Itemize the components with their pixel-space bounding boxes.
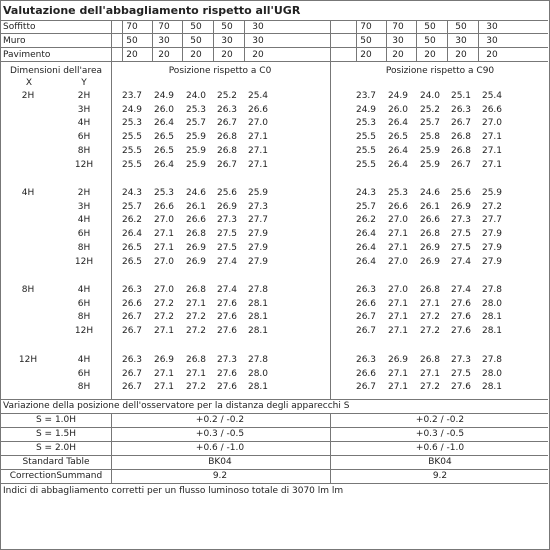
ugr-value-c90: 26.3 <box>450 104 472 115</box>
ugr-value-c0: 24.9 <box>121 104 143 115</box>
ugr-value-c0: 27.8 <box>247 355 269 365</box>
column-divider <box>111 61 112 399</box>
ugr-value-c90: 27.1 <box>481 159 503 170</box>
ugr-value-c90: 25.3 <box>355 118 377 129</box>
ugr-value-c0: 26.7 <box>121 312 143 323</box>
ugr-value-c0: 27.0 <box>247 118 269 129</box>
ugr-value-c90: 27.9 <box>481 242 503 253</box>
room-x-label: 4H <box>21 188 35 198</box>
ugr-value-c0: 27.1 <box>247 132 269 143</box>
ugr-value-c90: 26.7 <box>450 159 472 170</box>
ugr-value-c90: 27.1 <box>387 312 409 323</box>
ugr-value-c90: 26.4 <box>355 242 377 253</box>
column-divider <box>182 20 183 62</box>
ugr-value-c90: 24.3 <box>355 188 377 198</box>
ugr-value-c0: 25.5 <box>121 145 143 156</box>
ugr-value-c90: 27.1 <box>481 132 503 143</box>
ugr-value-c90: 26.8 <box>419 355 441 365</box>
ugr-value-c0: 26.9 <box>185 242 207 253</box>
ugr-value-c0: 26.6 <box>247 104 269 115</box>
ugr-value-c0: 25.9 <box>185 132 207 143</box>
ugr-value-c90: 26.1 <box>419 201 441 212</box>
ugr-value-c0: 27.1 <box>185 368 207 379</box>
ugr-value-c90: 26.7 <box>355 312 377 323</box>
ugr-value-c90: 27.1 <box>387 382 409 393</box>
ugr-value-c0: 27.6 <box>216 298 238 309</box>
ugr-value-c0: 26.2 <box>121 215 143 226</box>
ugr-value-c0: 26.5 <box>153 145 175 156</box>
ugr-value-c90: 24.9 <box>387 91 409 101</box>
ugr-value-c90: 26.9 <box>450 201 472 212</box>
reflectance-value: 30 <box>455 36 467 46</box>
ugr-value-c0: 26.4 <box>153 118 175 129</box>
ugr-value-c90: 27.9 <box>481 256 503 267</box>
variation-c90: +0.3 / -0.5 <box>415 429 465 439</box>
ugr-value-c90: 26.6 <box>355 298 377 309</box>
column-divider <box>386 20 387 62</box>
ugr-value-c0: 26.7 <box>121 368 143 379</box>
footnote: Indici di abbagliamento corretti per un flusso luminoso totale di 3070 lm lm <box>3 486 344 496</box>
ugr-value-c0: 25.7 <box>121 201 143 212</box>
ugr-value-c90: 26.3 <box>355 285 377 295</box>
room-y-label: 8H <box>77 242 91 253</box>
table-divider <box>0 483 548 484</box>
ugr-value-c90: 25.1 <box>450 91 472 101</box>
reflectance-value: 20 <box>221 50 233 60</box>
ugr-value-c0: 26.4 <box>121 229 143 240</box>
ugr-value-c90: 26.8 <box>419 229 441 240</box>
reflectance-value: 20 <box>158 50 170 60</box>
ugr-value-c0: 27.1 <box>185 298 207 309</box>
column-divider <box>447 20 448 62</box>
room-y-header: Y <box>81 78 87 88</box>
correction-c90: 9.2 <box>432 471 448 481</box>
ugr-value-c90: 25.7 <box>419 118 441 129</box>
ugr-value-c0: 25.2 <box>216 91 238 101</box>
ugr-value-c0: 26.1 <box>185 201 207 212</box>
reflectance-value: 70 <box>392 22 404 32</box>
room-y-label: 2H <box>77 188 91 198</box>
ugr-value-c90: 27.1 <box>387 326 409 337</box>
room-y-label: 4H <box>77 285 91 295</box>
table-divider <box>0 33 548 34</box>
room-y-label: 3H <box>77 104 91 115</box>
ugr-value-c90: 27.5 <box>450 229 472 240</box>
ugr-value-c0: 26.8 <box>216 145 238 156</box>
ugr-value-c90: 27.0 <box>387 256 409 267</box>
table-divider <box>0 20 548 21</box>
room-y-label: 12H <box>74 256 94 267</box>
reflectance-value: 20 <box>486 50 498 60</box>
ugr-value-c90: 27.3 <box>450 355 472 365</box>
table-divider <box>0 413 548 414</box>
ugr-value-c90: 27.7 <box>481 215 503 226</box>
ugr-value-c0: 28.1 <box>247 298 269 309</box>
room-x-header: X <box>25 78 33 88</box>
ugr-value-c90: 25.5 <box>355 145 377 156</box>
ugr-value-c0: 24.6 <box>185 188 207 198</box>
ugr-value-c90: 24.0 <box>419 91 441 101</box>
room-y-label: 8H <box>77 382 91 393</box>
ugr-value-c0: 25.9 <box>185 145 207 156</box>
ugr-value-c90: 27.1 <box>481 145 503 156</box>
room-x-label: 8H <box>21 285 35 295</box>
ugr-value-c0: 26.8 <box>185 355 207 365</box>
variation-title: Variazione della posizione dell'osservatore per la distanza degli apparecchi S <box>3 401 350 411</box>
ugr-value-c90: 24.6 <box>419 188 441 198</box>
ugr-value-c90: 26.4 <box>387 145 409 156</box>
ugr-value-c0: 27.1 <box>247 159 269 170</box>
reflectance-value: 30 <box>158 36 170 46</box>
ugr-value-c0: 26.7 <box>216 118 238 129</box>
ugr-value-c0: 25.7 <box>185 118 207 129</box>
ugr-value-c90: 27.9 <box>481 229 503 240</box>
room-dimension-header: Dimensioni dell'area <box>10 66 102 76</box>
ugr-value-c90: 27.8 <box>481 355 503 365</box>
reflectance-value: 20 <box>424 50 436 60</box>
reflectance-value: 30 <box>221 36 233 46</box>
reflectance-value: 70 <box>360 22 372 32</box>
table-divider <box>0 61 548 62</box>
ugr-value-c90: 25.2 <box>419 104 441 115</box>
ugr-value-c0: 27.2 <box>153 312 175 323</box>
ugr-value-c90: 26.8 <box>419 285 441 295</box>
ugr-value-c90: 28.1 <box>481 382 503 393</box>
ugr-value-c90: 27.8 <box>481 285 503 295</box>
ugr-value-c0: 24.0 <box>185 91 207 101</box>
ugr-value-c90: 27.5 <box>450 242 472 253</box>
ugr-value-c90: 26.6 <box>419 215 441 226</box>
ugr-value-c90: 27.1 <box>419 298 441 309</box>
variation-label: S = 1.0H <box>35 415 77 425</box>
variation-c0: +0.6 / -1.0 <box>195 443 245 453</box>
ugr-value-c0: 28.1 <box>247 326 269 337</box>
ugr-value-c0: 27.6 <box>216 312 238 323</box>
ugr-value-c90: 25.6 <box>450 188 472 198</box>
ugr-value-c90: 25.5 <box>355 132 377 143</box>
ugr-value-c90: 27.4 <box>450 285 472 295</box>
ugr-value-c0: 26.5 <box>121 242 143 253</box>
ugr-value-c0: 26.5 <box>153 132 175 143</box>
ugr-value-c0: 27.6 <box>216 368 238 379</box>
ugr-value-c0: 26.6 <box>153 201 175 212</box>
room-y-label: 4H <box>77 118 91 129</box>
ugr-value-c90: 23.7 <box>355 91 377 101</box>
ugr-value-c90: 25.9 <box>481 188 503 198</box>
ugr-value-c0: 23.7 <box>121 91 143 101</box>
ugr-value-c0: 27.2 <box>185 326 207 337</box>
room-y-label: 8H <box>77 312 91 323</box>
ugr-value-c0: 26.8 <box>216 132 238 143</box>
ugr-value-c90: 27.0 <box>387 285 409 295</box>
page-title: Valutazione dell'abbagliamento rispetto all'UGR <box>3 4 301 17</box>
ugr-value-c0: 24.3 <box>121 188 143 198</box>
ugr-value-c90: 25.8 <box>419 132 441 143</box>
standard-table-label: Standard Table <box>22 457 90 467</box>
room-y-label: 8H <box>77 145 91 156</box>
ugr-value-c90: 25.3 <box>387 188 409 198</box>
ugr-value-c0: 26.9 <box>153 355 175 365</box>
ugr-value-c0: 27.1 <box>153 326 175 337</box>
ugr-value-c90: 27.1 <box>387 298 409 309</box>
ugr-value-c90: 27.1 <box>387 229 409 240</box>
ugr-value-c0: 27.0 <box>153 285 175 295</box>
ugr-value-c0: 27.1 <box>153 242 175 253</box>
ugr-value-c0: 26.3 <box>216 104 238 115</box>
reflectance-value: 50 <box>190 36 202 46</box>
ugr-value-c90: 26.0 <box>387 104 409 115</box>
ugr-value-c0: 27.9 <box>247 229 269 240</box>
standard-table-c90: BK04 <box>428 457 452 467</box>
room-y-label: 2H <box>77 91 91 101</box>
ugr-value-c90: 27.2 <box>419 326 441 337</box>
ugr-value-c90: 26.8 <box>450 132 472 143</box>
ugr-value-c0: 26.4 <box>153 159 175 170</box>
variation-c90: +0.2 / -0.2 <box>415 415 465 425</box>
reflectance-value: 70 <box>158 22 170 32</box>
correction-label: CorrectionSummand <box>9 471 103 481</box>
ugr-value-c0: 27.5 <box>216 242 238 253</box>
ugr-value-c90: 26.4 <box>387 159 409 170</box>
reflectance-value: 50 <box>221 22 233 32</box>
reflectance-value: 20 <box>455 50 467 60</box>
ugr-value-c0: 26.0 <box>153 104 175 115</box>
ugr-value-c0: 26.6 <box>121 298 143 309</box>
ugr-value-c90: 27.2 <box>419 382 441 393</box>
ugr-value-c0: 27.5 <box>216 229 238 240</box>
ugr-value-c90: 26.9 <box>387 355 409 365</box>
ugr-value-c0: 25.3 <box>121 118 143 129</box>
ugr-value-c90: 25.9 <box>419 159 441 170</box>
reflectance-value: 20 <box>190 50 202 60</box>
room-x-label: 2H <box>21 91 35 101</box>
column-divider <box>330 413 331 483</box>
reflectance-value: 20 <box>392 50 404 60</box>
ugr-value-c90: 27.4 <box>450 256 472 267</box>
reflectance-value: 50 <box>424 22 436 32</box>
ugr-value-c90: 26.9 <box>419 242 441 253</box>
variation-label: S = 1.5H <box>35 429 77 439</box>
ugr-value-c90: 27.1 <box>419 368 441 379</box>
ugr-value-c0: 27.4 <box>216 285 238 295</box>
room-y-label: 6H <box>77 132 91 143</box>
ugr-value-c0: 27.2 <box>185 312 207 323</box>
reflectance-label: Muro <box>3 36 26 46</box>
reflectance-value: 30 <box>486 36 498 46</box>
ugr-value-c90: 26.4 <box>355 229 377 240</box>
column-divider <box>478 20 479 62</box>
position-c0-header: Posizione rispetto a C0 <box>168 66 272 76</box>
ugr-value-c0: 25.3 <box>185 104 207 115</box>
room-x-label: 12H <box>18 355 38 365</box>
ugr-value-c90: 28.0 <box>481 298 503 309</box>
ugr-value-c90: 26.4 <box>387 118 409 129</box>
room-y-label: 6H <box>77 298 91 309</box>
ugr-value-c0: 25.3 <box>153 188 175 198</box>
variation-c90: +0.6 / -1.0 <box>415 443 465 453</box>
column-divider <box>111 413 112 483</box>
ugr-value-c90: 25.5 <box>355 159 377 170</box>
ugr-value-c90: 28.0 <box>481 368 503 379</box>
column-divider <box>356 20 357 62</box>
ugr-value-c90: 27.0 <box>387 215 409 226</box>
reflectance-value: 70 <box>126 22 138 32</box>
ugr-value-c0: 27.4 <box>216 256 238 267</box>
room-y-label: 12H <box>74 326 94 337</box>
ugr-value-c90: 27.6 <box>450 326 472 337</box>
reflectance-label: Soffitto <box>3 22 36 32</box>
ugr-value-c0: 27.1 <box>153 368 175 379</box>
ugr-value-c0: 25.5 <box>121 159 143 170</box>
ugr-value-c90: 26.7 <box>355 382 377 393</box>
ugr-value-c0: 27.1 <box>247 145 269 156</box>
reflectance-value: 20 <box>360 50 372 60</box>
ugr-value-c0: 27.7 <box>247 215 269 226</box>
variation-label: S = 2.0H <box>35 443 77 453</box>
ugr-value-c90: 26.7 <box>355 326 377 337</box>
table-divider <box>0 441 548 442</box>
ugr-value-c90: 27.1 <box>387 242 409 253</box>
ugr-value-c0: 26.8 <box>185 285 207 295</box>
ugr-value-c90: 26.7 <box>450 118 472 129</box>
ugr-value-c90: 27.5 <box>450 368 472 379</box>
ugr-value-c90: 27.1 <box>387 368 409 379</box>
column-divider <box>122 20 123 62</box>
column-divider <box>152 20 153 62</box>
table-divider <box>0 427 548 428</box>
reflectance-value: 50 <box>424 36 436 46</box>
ugr-value-c0: 26.3 <box>121 355 143 365</box>
ugr-value-c90: 25.9 <box>419 145 441 156</box>
ugr-value-c90: 26.6 <box>355 368 377 379</box>
ugr-value-c90: 26.9 <box>419 256 441 267</box>
reflectance-value: 30 <box>392 36 404 46</box>
column-divider <box>213 20 214 62</box>
correction-c0: 9.2 <box>212 471 228 481</box>
ugr-value-c90: 26.4 <box>355 256 377 267</box>
room-y-label: 6H <box>77 229 91 240</box>
ugr-value-c0: 26.7 <box>121 382 143 393</box>
column-divider <box>244 20 245 62</box>
room-y-label: 4H <box>77 215 91 226</box>
column-divider <box>330 61 331 399</box>
ugr-value-c0: 26.7 <box>121 326 143 337</box>
room-y-label: 3H <box>77 201 91 212</box>
ugr-value-c90: 26.8 <box>450 145 472 156</box>
reflectance-value: 30 <box>486 22 498 32</box>
reflectance-value: 20 <box>126 50 138 60</box>
column-divider <box>330 20 331 62</box>
ugr-value-c90: 25.4 <box>481 91 503 101</box>
ugr-value-c0: 28.0 <box>247 368 269 379</box>
ugr-value-c0: 25.9 <box>247 188 269 198</box>
ugr-value-c0: 27.3 <box>216 355 238 365</box>
ugr-value-c0: 26.9 <box>216 201 238 212</box>
ugr-value-c0: 27.2 <box>185 382 207 393</box>
reflectance-value: 30 <box>252 22 264 32</box>
room-y-label: 12H <box>74 159 94 170</box>
ugr-value-c90: 26.6 <box>387 201 409 212</box>
reflectance-value: 50 <box>126 36 138 46</box>
ugr-value-c0: 27.1 <box>153 382 175 393</box>
reflectance-label: Pavimento <box>3 50 51 60</box>
table-divider <box>0 469 548 470</box>
ugr-value-c0: 28.1 <box>247 382 269 393</box>
ugr-value-c0: 27.6 <box>216 382 238 393</box>
variation-c0: +0.3 / -0.5 <box>195 429 245 439</box>
ugr-value-c0: 27.1 <box>153 229 175 240</box>
ugr-value-c90: 28.1 <box>481 312 503 323</box>
ugr-value-c90: 26.2 <box>355 215 377 226</box>
reflectance-value: 30 <box>252 36 264 46</box>
reflectance-value: 50 <box>190 22 202 32</box>
ugr-value-c0: 26.6 <box>185 215 207 226</box>
ugr-value-c90: 27.0 <box>481 118 503 129</box>
room-y-label: 6H <box>77 368 91 379</box>
ugr-value-c0: 27.6 <box>216 326 238 337</box>
ugr-value-c90: 27.6 <box>450 298 472 309</box>
standard-table-c0: BK04 <box>208 457 232 467</box>
ugr-value-c0: 28.1 <box>247 312 269 323</box>
ugr-value-c0: 27.9 <box>247 242 269 253</box>
ugr-value-c90: 27.2 <box>481 201 503 212</box>
ugr-value-c0: 24.9 <box>153 91 175 101</box>
ugr-value-c90: 24.9 <box>355 104 377 115</box>
reflectance-value: 50 <box>360 36 372 46</box>
ugr-value-c0: 27.0 <box>153 215 175 226</box>
ugr-value-c90: 27.6 <box>450 382 472 393</box>
ugr-value-c90: 28.1 <box>481 326 503 337</box>
reflectance-value: 20 <box>252 50 264 60</box>
position-c90-header: Posizione rispetto a C90 <box>385 66 495 76</box>
ugr-value-c0: 25.6 <box>216 188 238 198</box>
ugr-value-c0: 26.8 <box>185 229 207 240</box>
table-divider <box>0 455 548 456</box>
ugr-value-c90: 27.3 <box>450 215 472 226</box>
ugr-value-c0: 26.3 <box>121 285 143 295</box>
ugr-value-c90: 25.7 <box>355 201 377 212</box>
ugr-value-c90: 27.6 <box>450 312 472 323</box>
ugr-value-c0: 25.4 <box>247 91 269 101</box>
ugr-value-c0: 27.8 <box>247 285 269 295</box>
ugr-value-c0: 27.3 <box>216 215 238 226</box>
reflectance-value: 50 <box>455 22 467 32</box>
ugr-value-c90: 26.5 <box>387 132 409 143</box>
ugr-value-c0: 27.0 <box>153 256 175 267</box>
table-divider <box>0 399 548 400</box>
column-divider <box>111 20 112 62</box>
room-y-label: 4H <box>77 355 91 365</box>
column-divider <box>416 20 417 62</box>
ugr-value-c90: 26.6 <box>481 104 503 115</box>
ugr-value-c0: 25.9 <box>185 159 207 170</box>
table-divider <box>0 47 548 48</box>
variation-c0: +0.2 / -0.2 <box>195 415 245 425</box>
ugr-value-c0: 25.5 <box>121 132 143 143</box>
ugr-value-c0: 27.3 <box>247 201 269 212</box>
ugr-value-c0: 27.9 <box>247 256 269 267</box>
ugr-value-c0: 26.5 <box>121 256 143 267</box>
ugr-value-c0: 27.2 <box>153 298 175 309</box>
ugr-value-c90: 26.3 <box>355 355 377 365</box>
ugr-value-c0: 26.9 <box>185 256 207 267</box>
ugr-value-c0: 26.7 <box>216 159 238 170</box>
ugr-value-c90: 27.2 <box>419 312 441 323</box>
